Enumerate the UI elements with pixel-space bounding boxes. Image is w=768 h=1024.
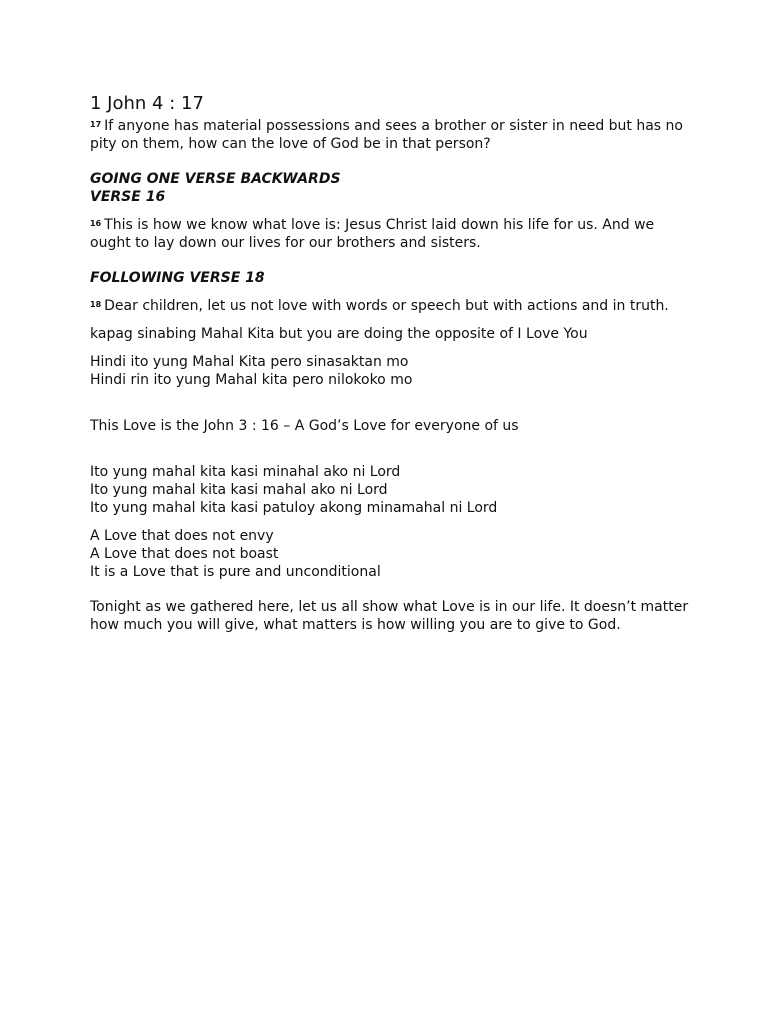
paragraph-kapag: kapag sinabing Mahal Kita but you are doing the opposite of I Love You [90,326,588,342]
verse-number: 18 [90,300,102,309]
love-line: A Love that does not envy [90,528,274,544]
ito-line: Ito yung mahal kita kasi mahal ako ni Lord [90,482,388,498]
verse-18 [90,297,690,315]
document-body [90,93,690,634]
paragraph-john-3-16: This Love is the John 3 : 16 – A God’s Love for everyone of us [90,418,519,434]
verse-number: 16 [90,219,102,228]
verse-number: 17 [90,120,102,129]
closing-paragraph: Tonight as we gathered here, let us all show what Love is in our life. It doesn’t matter how much you will give, what matters is how willing you are to give to God. [90,599,689,633]
love-line: It is a Love that is pure and unconditional [90,564,381,580]
verse-text: Dear children, let us not love with words or speech but with actions and in truth. [104,298,669,314]
document-title: 1 John 4 : 17 [90,93,204,114]
verse-text: This is how we know what love is: Jesus Christ laid down his life for us. And we ought to lay down our lives for our brothers and sisters. [90,217,655,251]
heading-verse-16: VERSE 16 [90,189,166,205]
ito-line: Ito yung mahal kita kasi minahal ako ni Lord [90,464,401,480]
heading-following-verse-18: FOLLOWING VERSE 18 [90,270,265,286]
hindi-line: Hindi rin ito yung Mahal kita pero nilokoko mo [90,372,413,388]
verse-text: If anyone has material possessions and sees a brother or sister in need but has no pity on them, how can the love of God be in that person? [90,118,683,152]
hindi-line: Hindi ito yung Mahal Kita pero sinasaktan mo [90,354,409,370]
heading-going-backwards: GOING ONE VERSE BACKWARDS [90,171,341,187]
verse-16 [90,216,690,252]
verse-17 [90,117,690,153]
love-line: A Love that does not boast [90,546,279,562]
ito-line: Ito yung mahal kita kasi patuloy akong minamahal ni Lord [90,500,498,516]
